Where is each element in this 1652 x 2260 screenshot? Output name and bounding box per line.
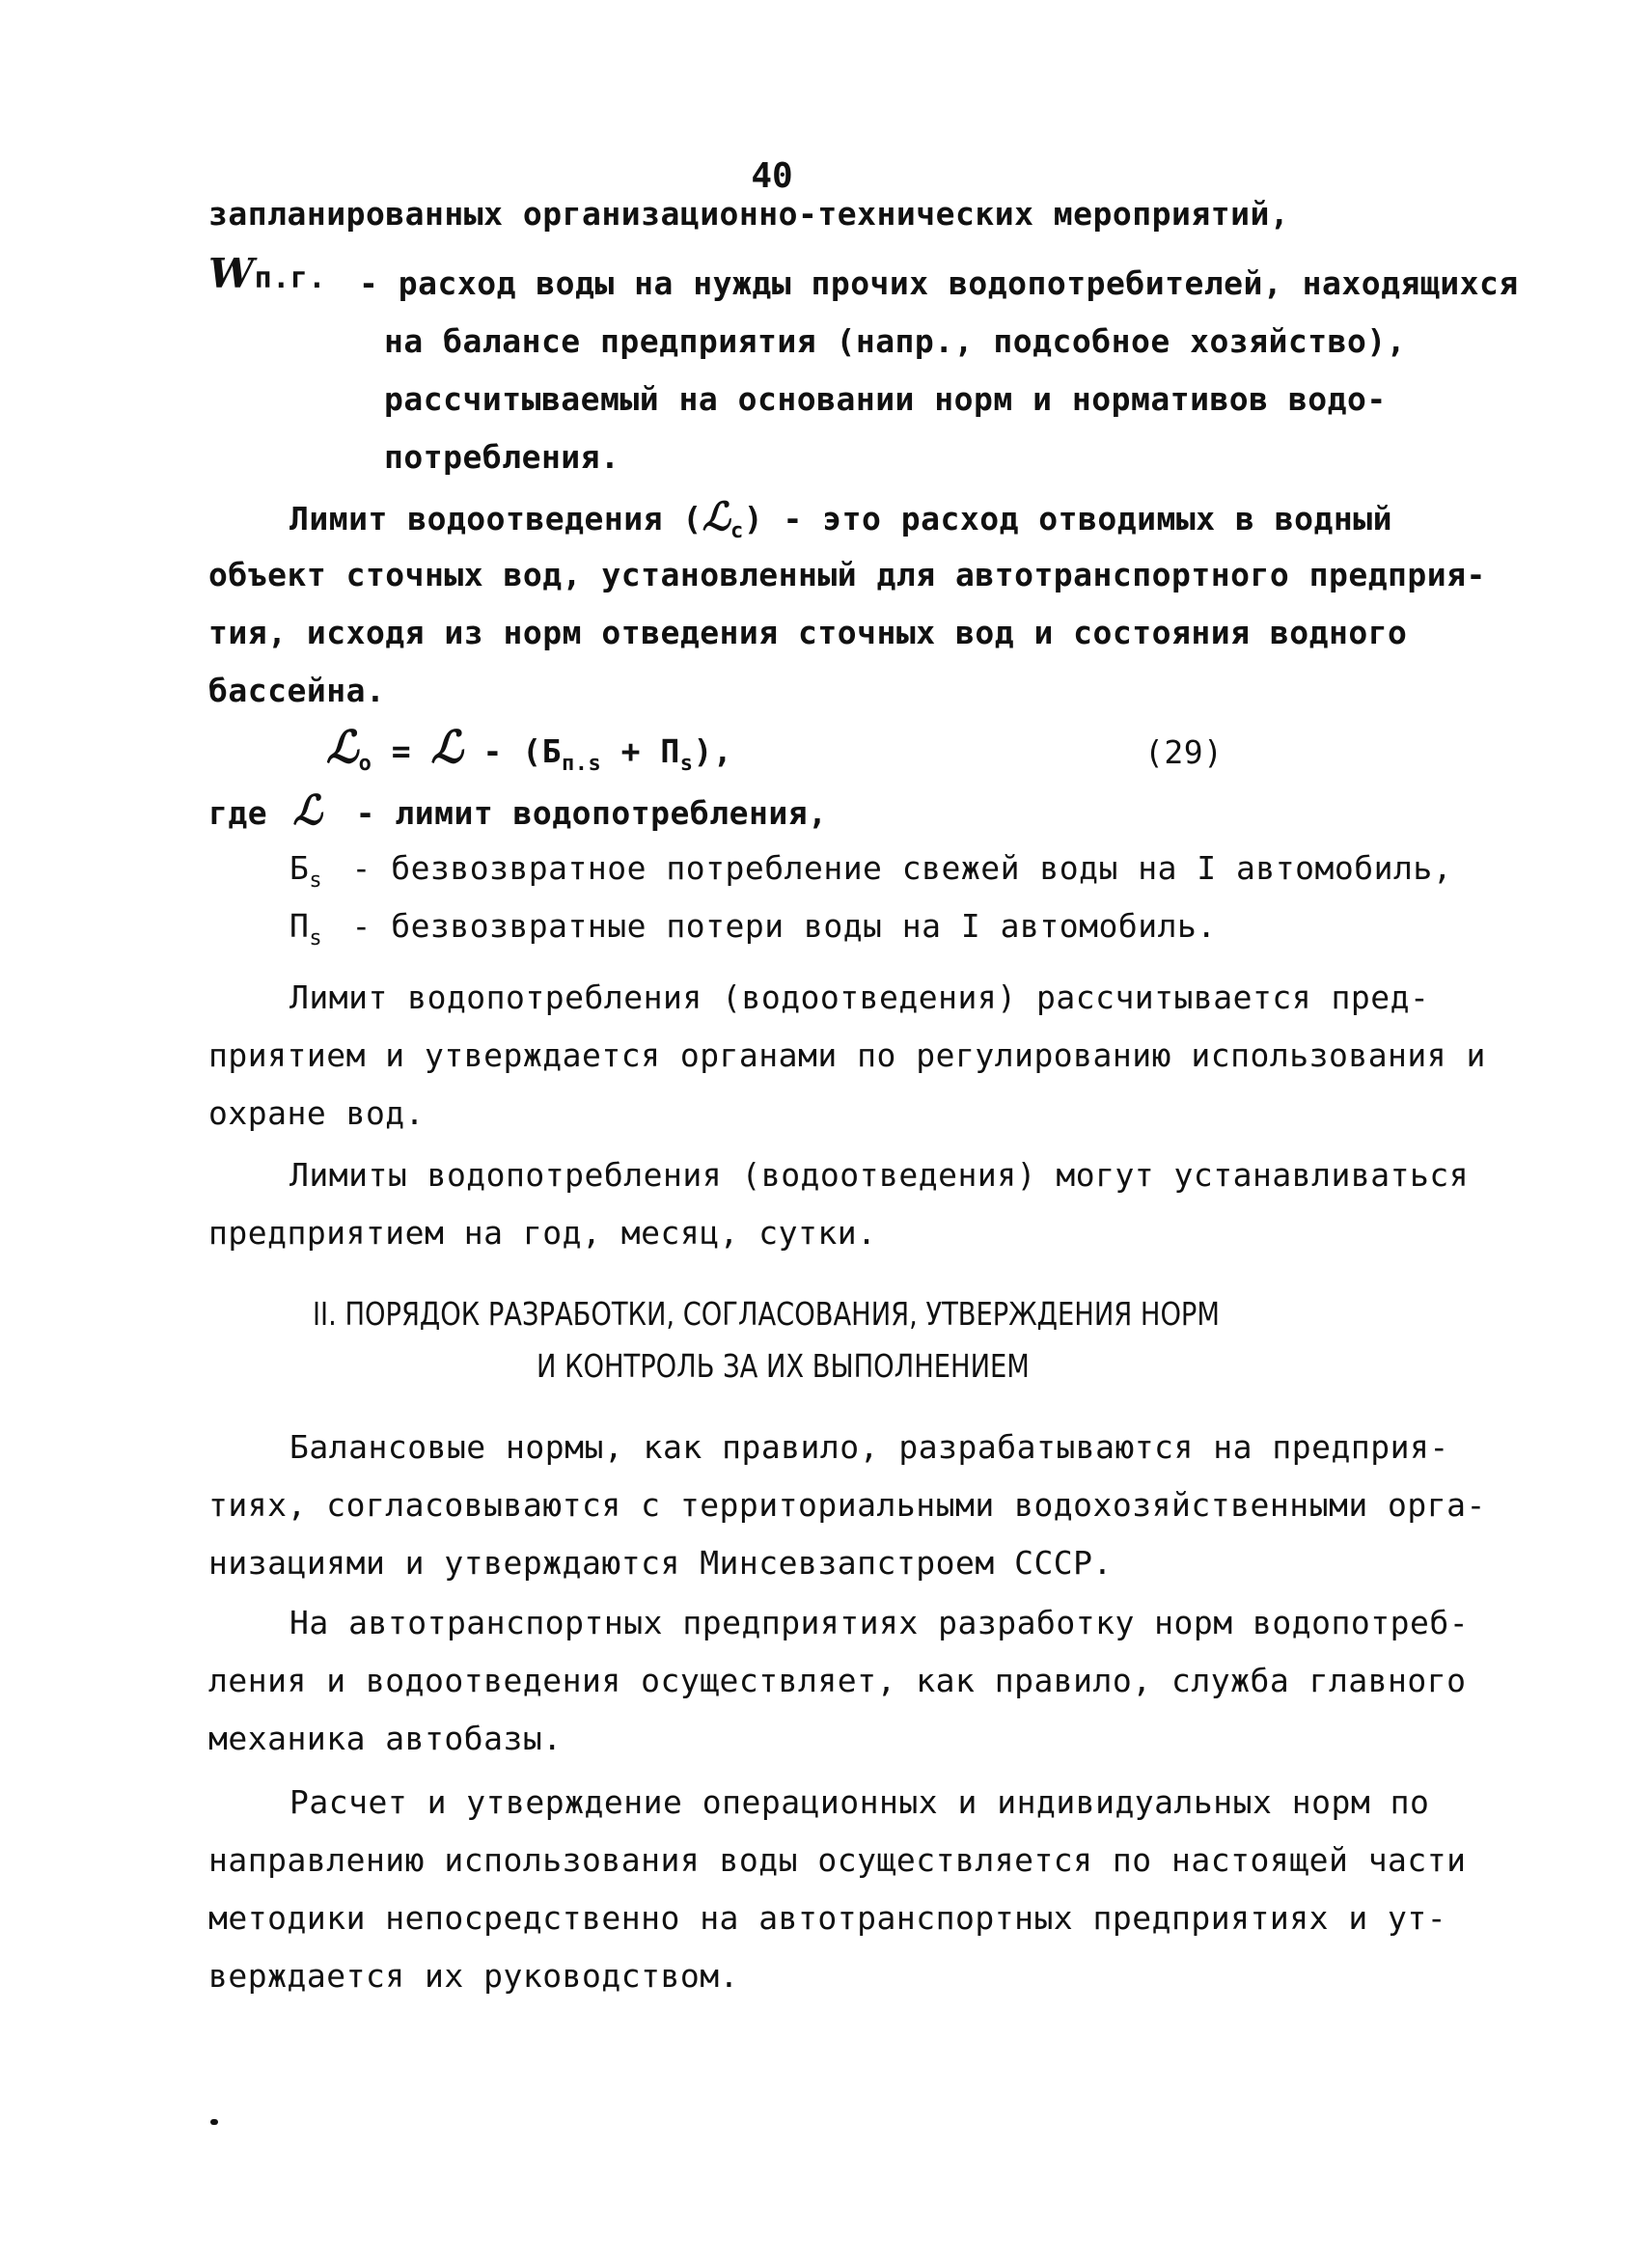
l-symbol: ℒ — [702, 494, 731, 539]
where-symbol-2-subscript: s — [309, 868, 323, 893]
formula-rest: - (Б — [482, 732, 563, 770]
text-line: рассчитываемый на основании норм и нормативов водо- — [384, 380, 1387, 418]
where-definition: - безвозвратное потребление свежей воды на I автомобиль, — [351, 849, 1453, 887]
text-line: Балансовые нормы, как правило, разрабатываются на предприя- — [289, 1428, 1449, 1466]
where-symbol-3-subscript: s — [309, 926, 323, 951]
formula-plus-subscript: s — [679, 752, 694, 776]
text-line: на балансе предприятия (напр., подсобное хозяйство), — [384, 322, 1407, 360]
where-definition: - безвозвратные потери воды на I автомобиль. — [351, 907, 1217, 945]
text-line: бассейна. — [208, 672, 386, 709]
section-heading: И КОНТРОЛЬ ЗА ИХ ВЫПОЛНЕНИЕМ — [537, 1347, 1030, 1385]
formula — [326, 721, 733, 785]
where-row — [208, 786, 828, 835]
text-line: механика автобазы. — [208, 1720, 563, 1757]
formula-number: (29) — [1144, 733, 1224, 771]
text-line: приятием и утверждается органами по регулированию использования и — [208, 1036, 1486, 1074]
text-line: На автотранспортных предприятиях разработку норм водопотреб- — [289, 1604, 1470, 1641]
where-definition: - лимит водопотребления, — [355, 794, 828, 832]
formula-plus: + П — [620, 732, 680, 770]
formula-eq: = — [391, 732, 412, 770]
text-line: запланированных организационно-технических мероприятий, — [208, 195, 1290, 233]
text-line: охране вод. — [208, 1094, 426, 1132]
text-line: ления и водоотведения осуществляет, как правило, служба главного — [208, 1662, 1467, 1699]
text-line: тия, исходя из норм отведения сточных вод и состояния водного — [208, 614, 1408, 651]
formula-close: ), — [693, 732, 733, 770]
definition-row — [208, 250, 326, 300]
w-subscript: п.г. — [254, 262, 326, 295]
formula-rest-subscript: п.s — [562, 752, 602, 776]
text-line: Лимиты водопотребления (водоотведения) могут устанавливаться — [289, 1156, 1470, 1194]
speck-mark — [210, 2119, 218, 2125]
text-line: потребления. — [384, 438, 620, 476]
where-row — [289, 905, 1217, 960]
text-line: Лимит водопотребления (водоотведения) рассчитывается пред- — [289, 978, 1430, 1016]
text-line: объект сточных вод, установленный для автотранспортного предприя- — [208, 556, 1486, 593]
where-symbol-1: ℒ — [292, 786, 323, 834]
page-number: 40 — [751, 156, 793, 196]
where-symbol-2: Б — [289, 849, 310, 887]
text-line — [289, 496, 1392, 553]
where-row — [289, 847, 1452, 902]
formula-rhs-symbol: ℒ — [430, 721, 464, 773]
text-line: направлению использования воды осуществляется по настоящей части — [208, 1841, 1467, 1879]
text-fragment: Лимит водоотведения ( — [289, 500, 702, 537]
formula-lhs-symbol: ℒ — [326, 721, 359, 773]
text-line: Расчет и утверждение операционных и индивидуальных норм по — [289, 1783, 1430, 1821]
text-fragment: ) - это расход отводимых в водный — [743, 500, 1392, 537]
text-line: методики непосредственно на автотранспортных предприятиях и ут- — [208, 1899, 1447, 1937]
l-subscript: с — [730, 519, 744, 543]
where-symbol-3: П — [289, 907, 310, 945]
text-line: тиях, согласовываются с территориальными водохозяйственными орга- — [208, 1486, 1486, 1524]
formula-lhs-subscript: о — [358, 752, 372, 776]
text-line: верждается их руководством. — [208, 1957, 739, 1995]
section-heading: II. ПОРЯДОК РАЗРАБОТКИ, СОГЛАСОВАНИЯ, УТВЕРЖДЕНИЯ НОРМ — [313, 1295, 1220, 1333]
text-line: низациями и утверждаются Минсевзапстроем СССР. — [208, 1544, 1113, 1582]
w-symbol: W — [208, 250, 255, 297]
text-line: предприятием на год, месяц, сутки. — [208, 1214, 877, 1252]
text-line: - расход воды на нужды прочих водопотребителей, находящихся — [359, 264, 1519, 302]
where-lead: где — [208, 794, 268, 832]
